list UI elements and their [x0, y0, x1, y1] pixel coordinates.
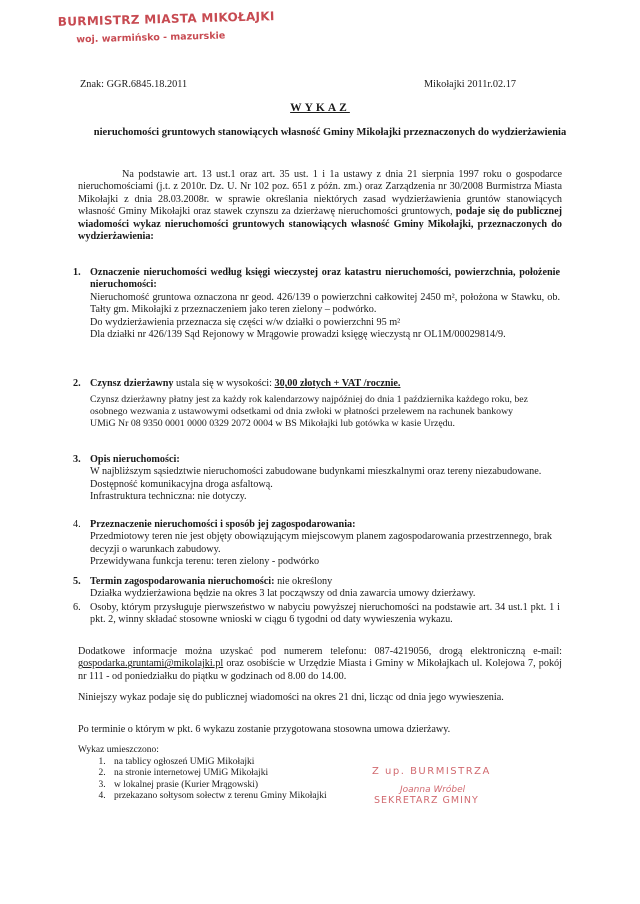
section-number: 6. [73, 602, 81, 613]
section-paragraph: Nieruchomość gruntowa oznaczona nr geod. 426/139 o powierzchni całkowitej 2450 m², położona w Stawku, ob. Tałty gm. Mikołajki z przeznaczeniem jako teren zielony – podwórko. [90, 291, 560, 316]
section-6 [73, 602, 560, 627]
section-paragraph: Czynsz dzierżawny płatny jest za każdy rok kalendarzowy najpóźniej do dnia 1 października każdego roku, bez osobnego wezwania z ustawowymi odsetkami od dnia zwłoki w płatności przelewem na rachunek bankowy UMiG Nr 08 9350 0001 0000 0329 2072 0004 w BS Mikołajki lub gotówka w kasie Urzędu. [90, 394, 528, 430]
section-number: 1. [73, 267, 81, 278]
section-number: 2. [73, 378, 81, 389]
document-subtitle: nieruchomości gruntowych stanowiących własność Gminy Mikołajki przeznaczonych do wydzierżawienia [93, 127, 567, 138]
section-heading: Oznaczenie nieruchomości według księgi wieczystej oraz katastru nieruchomości, powierzchnia, położenie nieruchomości: [90, 267, 560, 291]
reference-number: Znak: GGR.6845.18.2011 [80, 79, 188, 90]
contact-paragraph [78, 646, 562, 683]
contact-text: Dodatkowe informacje można uzyskać pod numerem telefonu: 087-4219056, drogą elektroniczną e-mail: [78, 646, 562, 657]
section-5 [73, 576, 560, 601]
contact-text: oraz osobiście w Urzędzie Miasta i Gminy w Mikołajkach ul. Kolejowa 7, pokój nr 111 - od poniedziałku do piątku w godzinach od 8.00 do 14.00. [78, 658, 562, 682]
intro-text: Na podstawie art. 13 ust.1 oraz art. 35 ust. 1 i 1a ustawy z dnia 21 sierpnia 1997 roku o gospodarce nieruchomościami (j.t. z 2010r. Dz. U. Nr 102 poz. 651 z późn. zm.) oraz Zarządzenia nr 30/2008 Burmistrza Miasta Mikołajki z dnia 28.03.2008r. w sprawie określania niektórych zasad wydzierżawienia gruntów stanowiących własność Gminy Mikołajki oraz stawek czynszu za dzierżawę nieruchomości gruntowych, [78, 169, 562, 218]
contract-note: Po terminie o którym w pkt. 6 wykazu zostanie przygotowana stosowna umowa dzierżawy. [78, 724, 451, 735]
section-paragraph: Przewidywana funkcja terenu: teren zielony - podwórko [90, 556, 320, 568]
distribution-item: 1. na tablicy ogłoszeń UMiG Mikołajki [108, 757, 327, 769]
section-paragraph: W najbliższym sąsiedztwie nieruchomości zabudowane budynkami mieszkalnymi oraz tereny niezabudowane. [90, 466, 542, 478]
distribution-heading: Wykaz umieszczono: [78, 745, 159, 755]
section-heading: Opis nieruchomości: [90, 454, 180, 465]
section-4 [73, 519, 560, 569]
mayor-stamp [58, 9, 276, 46]
section-2 [73, 378, 560, 430]
rent-amount: 30,00 złotych + VAT /rocznie. [274, 378, 401, 389]
section-number: 5. [73, 576, 81, 587]
section-paragraph: Infrastruktura techniczna: nie dotyczy. [90, 491, 247, 503]
distribution-item: 2. na stronie internetowej UMiG Mikołajki [108, 768, 327, 780]
section-paragraph: Dla działki nr 426/139 Sąd Rejonowy w Mrągowie prowadzi księgę wieczystą nr OL1M/00029814/9. [90, 329, 506, 341]
section-paragraph: Do wydzierżawienia przeznacza się części w/w działki o powierzchni 95 m² [90, 316, 401, 328]
signature-title: SEKRETARZ GMINY [374, 795, 479, 806]
stamp-line-1: BURMISTRZ MIASTA MIKOŁAJKI [57, 9, 275, 29]
stamp-line-2: woj. warmińsko - mazurskie [76, 30, 226, 46]
document-title: WYKAZ [290, 102, 350, 114]
section-paragraph: Działka wydzierżawiona będzie na okres 3 lat począwszy od dnia zawarcia umowy dzierżawy. [90, 588, 476, 600]
distribution-list [78, 745, 327, 803]
section-heading: Przeznaczenie nieruchomości i sposób jej zagospodarowania: [90, 519, 356, 530]
section-number: 3. [73, 454, 81, 465]
section-paragraph: Przedmiotowy teren nie jest objęty obowiązującym miejscowym planem zagospodarowania przestrzennego, brak decyzji o warunkach zabudowy. [90, 531, 552, 555]
signature-stamp [372, 766, 491, 806]
section-heading: Termin zagospodarowania nieruchomości: [90, 576, 275, 587]
section-1 [73, 267, 560, 341]
distribution-item: 3. w lokalnej prasie (Kurier Mrągowski) [108, 780, 327, 792]
section-text: nie określony [274, 576, 333, 587]
intro-paragraph [78, 169, 562, 243]
document-date: Mikołajki 2011r.02.17 [424, 79, 517, 90]
section-number: 4. [73, 519, 81, 530]
signature-line-1: Z up. BURMISTRZA [372, 766, 491, 777]
distribution-item: 4. przekazano sołtysom sołectw z terenu Gminy Mikołajki [108, 791, 327, 803]
section-paragraph: Osoby, którym przysługuje pierwszeństwo w nabyciu powyższej nieruchomości na podstawie art. 34 ust.1 pkt. 1 i pkt. 2, winny składać stosowne wnioski w ciągu 6 tygodni od daty wywieszenia wykazu. [90, 602, 560, 626]
section-3 [73, 454, 560, 504]
section-heading: Czynsz dzierżawny [90, 378, 174, 389]
contact-email-link[interactable]: gospodarka.gruntami@mikolajki.pl [78, 658, 224, 670]
intro-bold: podaje się do publicznej wiadomości wykaz nieruchomości gruntowych stanowiących własność Gminy Mikołajki, przeznaczonych do wydzierżawienia: [78, 206, 562, 243]
section-paragraph: Dostępność komunikacyjna droga asfaltową. [90, 478, 273, 490]
signature-name: Joanna Wróbel [400, 785, 466, 795]
publication-period: Niniejszy wykaz podaje się do publicznej wiadomości na okres 21 dni, licząc od dnia jego wywieszenia. [78, 692, 504, 703]
section-text: ustala się w wysokości: [173, 378, 275, 389]
